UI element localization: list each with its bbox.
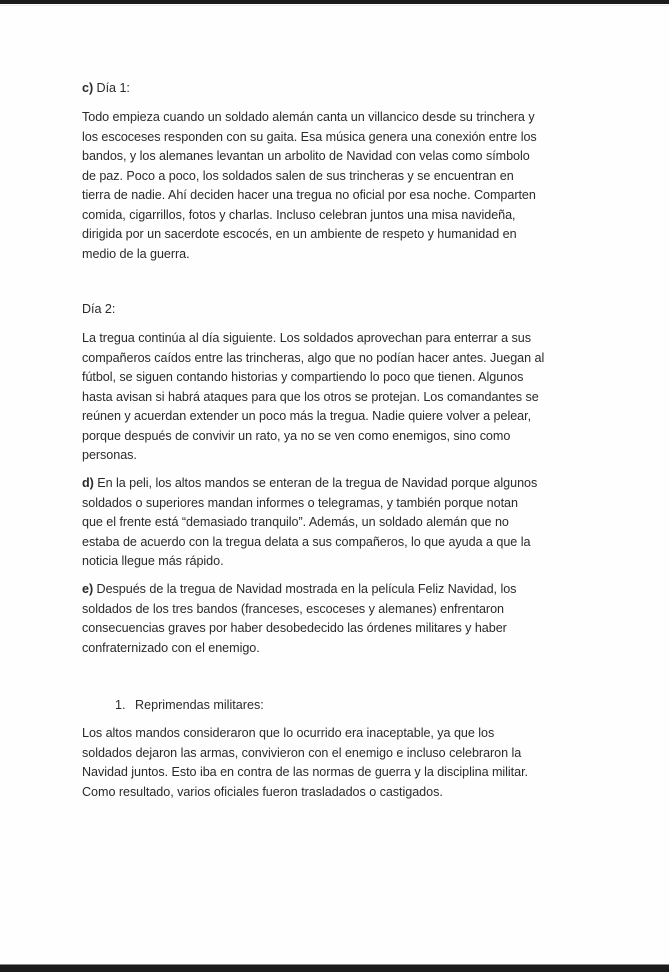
section-c-heading xyxy=(82,79,602,99)
paragraph-line: fútbol, se siguen contando historias y compartiendo lo poco que tienen. Algunos xyxy=(82,370,524,384)
section-e-paragraph xyxy=(82,580,602,658)
paragraph-line: comida, cigarrillos, fotos y charlas. Incluso celebran juntos una misa navideña, xyxy=(82,207,516,222)
paragraph-line: Todo empieza cuando un soldado alemán canta un villancico desde su trinchera y xyxy=(82,110,535,124)
numbered-list-item xyxy=(115,696,264,716)
section-d-paragraph xyxy=(82,474,602,572)
paragraph-line: Después de la tregua de Navidad mostrada en la película Feliz Navidad, los xyxy=(93,582,517,596)
paragraph-line: bandos, y los alemanes levantan un arbolito de Navidad con velas como símbolo xyxy=(82,149,530,163)
paragraph-line: consecuencias graves por haber desobedecido las órdenes militares y haber xyxy=(82,621,507,635)
paragraph-line: soldados de los tres bandos (franceses, escoceses y alemanes) enfrentaron xyxy=(82,601,504,616)
list-label: Reprimendas militares: xyxy=(135,698,264,712)
section-c-paragraph xyxy=(82,108,602,264)
dia2-title: Día 2: xyxy=(82,302,116,316)
section-c-marker: c) xyxy=(82,81,94,95)
paragraph-line: reúnen y acuerdan extender un poco más la tregua. Nadie quiere volver a pelear, xyxy=(82,409,532,423)
section-e-marker: e) xyxy=(82,582,94,596)
paragraph-line: que el frente está “demasiado tranquilo”. Además, un soldado alemán que no xyxy=(82,515,509,529)
paragraph-line: Navidad juntos. Esto iba en contra de las normas de guerra y la disciplina militar. xyxy=(82,765,528,779)
paragraph-line: soldados dejaron las armas, convivieron con el enemigo e incluso celebraron la xyxy=(82,745,522,760)
section-d-marker: d) xyxy=(82,476,94,490)
paragraph-line: Como resultado, varios oficiales fueron trasladados o castigados. xyxy=(82,784,443,799)
paragraph-line: porque después de convivir un rato, ya no se ven como enemigos, sino como xyxy=(82,428,511,443)
paragraph-line: soldados o superiores mandan informes o telegramas, y también porque notan xyxy=(82,495,518,510)
paragraph-line: Los altos mandos consideraron que lo ocurrido era inaceptable, ya que los xyxy=(82,726,495,740)
dia2-paragraph xyxy=(82,329,602,466)
top-dark-bar xyxy=(0,0,669,4)
paragraph-line: La tregua continúa al día siguiente. Los soldados aprovechan para enterrar a sus xyxy=(82,331,531,345)
list-number: 1. xyxy=(115,698,126,712)
paragraph-line: personas. xyxy=(82,448,137,462)
paragraph-line: los escoceses responden con su gaita. Esa música genera una conexión entre los xyxy=(82,129,537,144)
dia2-heading xyxy=(82,300,602,320)
paragraph-line: estaba de acuerdo con la tregua delata a sus compañeros, lo que ayuda a que la xyxy=(82,534,531,549)
paragraph-line: medio de la guerra. xyxy=(82,246,190,261)
paragraph-line: dirigida por un sacerdote escocés, en un ambiente de respeto y humanidad en xyxy=(82,227,517,241)
paragraph-line: confraternizado con el enemigo. xyxy=(82,640,260,655)
section-c-title: Día 1: xyxy=(93,81,130,95)
paragraph-line: En la peli, los altos mandos se enteran de la tregua de Navidad porque algunos xyxy=(93,476,538,490)
paragraph-line: noticia llegue más rápido. xyxy=(82,554,224,568)
paragraph-line: compañeros caídos entre las trincheras, algo que no podían hacer antes. Juegan al xyxy=(82,350,545,365)
document-page xyxy=(0,6,669,964)
paragraph-line: de paz. Poco a poco, los soldados salen de sus trincheras y se encuentran en xyxy=(82,168,514,183)
paragraph-line: tierra de nadie. Ahí deciden hacer una tregua no oficial por esa noche. Comparten xyxy=(82,188,536,202)
paragraph-line: hasta avisan si habrá ataques para que los otros se protejan. Los comandantes se xyxy=(82,389,539,404)
reprimendas-paragraph xyxy=(82,724,602,802)
